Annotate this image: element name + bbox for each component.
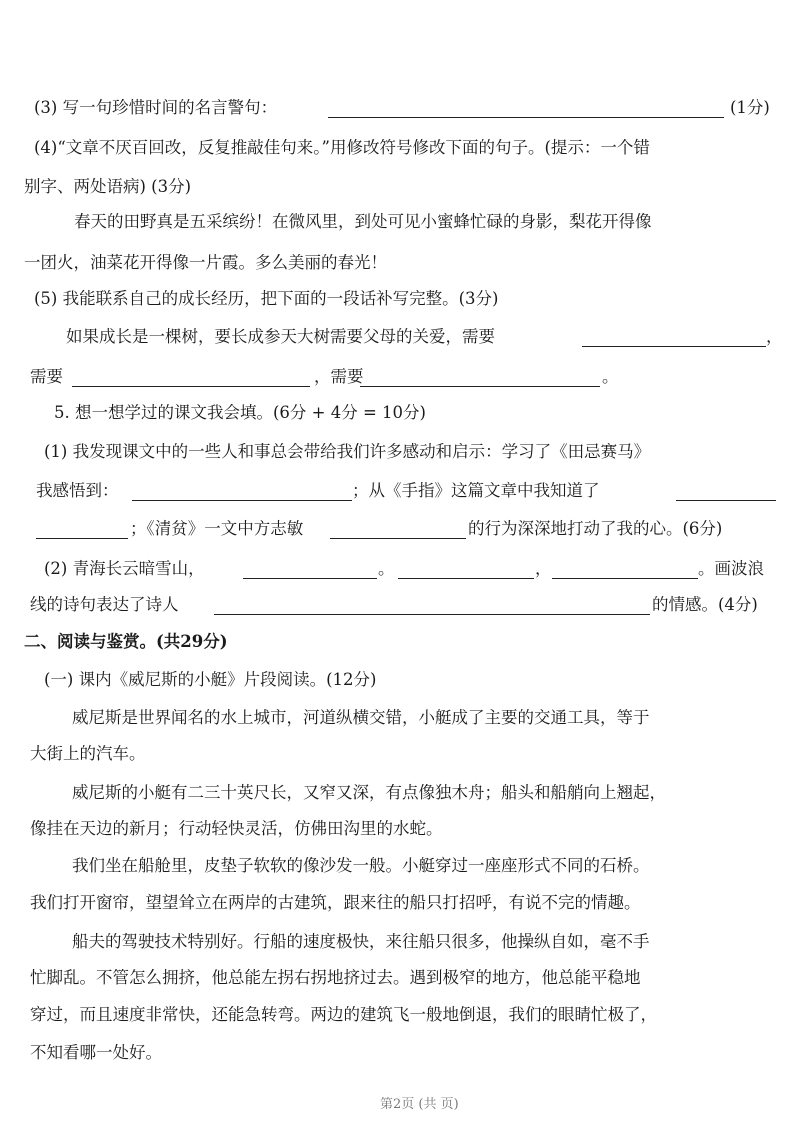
q3-score: (1分) (730, 98, 770, 117)
reading-line-6: 我们打开窗帘，望望耸立在两岸的古建筑，跟来往的船只打招呼，有说不完的情趣。 (30, 893, 641, 912)
s5-p1-line1: (1) 我发现课文中的一些人和事总会带给我们许多感动和启示：学习了《田忌赛马》 (44, 442, 651, 461)
reading-line-9: 穿过，而且速度非常快，还能急转弯。两边的建筑飞一般地倒退，我们的眼睛忙极了， (30, 1005, 657, 1024)
s5-emotion-blank[interactable] (214, 613, 650, 615)
q4-line2: 别字、两处语病) (3分) (24, 177, 192, 196)
q4-passage-line2: 一团火，油菜花开得像一片霞。多么美丽的春光！ (24, 253, 387, 272)
s5-poem-blank-1[interactable] (243, 577, 377, 579)
s5-blank-shouzhi-1[interactable] (676, 499, 776, 501)
s5-p2-line1a: (2) 青海长云暗雪山， (44, 559, 205, 578)
reading-line-7: 船夫的驾驶技术特别好。行船的速度极快，来往船只很多，他操纵自如，毫不手 (72, 932, 650, 951)
s5-p2-line2a: 线的诗句表达了诗人 (30, 595, 179, 614)
q3-text: (3) 写一句珍惜时间的名言警句： (34, 98, 278, 117)
s5-poem-blank-2[interactable] (398, 577, 534, 579)
q5-blank-1[interactable] (582, 345, 766, 347)
s5-p1-line2b: ；从《手指》这篇文章中我知道了 (352, 481, 600, 500)
page-footer: 第2页 (共 页) (380, 1097, 459, 1112)
s5-p1-line2a: 我感悟到： (36, 481, 119, 500)
s5-blank-shouzhi-2[interactable] (36, 537, 128, 539)
s5-p1-line3b: 的行为深深地打动了我的心。(6分) (468, 519, 723, 538)
q5-blank-3[interactable] (360, 385, 600, 387)
q5-blank-2[interactable] (72, 385, 310, 387)
part2-subtitle: (一) 课内《威尼斯的小艇》片段阅读。(12分) (44, 670, 377, 689)
q5-text: (5) 我能联系自己的成长经历，把下面的一段话补写完整。(3分) (34, 289, 499, 308)
part2-title: 二、阅读与鉴赏。(共29分) (24, 632, 228, 651)
s5-p2-line1b: 。 (378, 559, 395, 578)
reading-line-8: 忙脚乱。不管怎么拥挤，他总能左拐右拐地挤过去。遇到极窄的地方，他总能平稳地 (30, 968, 641, 987)
s5-p2-line2b: 的情感。(4分) (652, 595, 758, 614)
s5-blank-qingpin[interactable] (330, 537, 466, 539)
q5-need-1: 需要 (30, 367, 63, 386)
reading-line-1: 威尼斯是世界闻名的水上城市，河道纵横交错，小艇成了主要的交通工具，等于 (72, 708, 650, 727)
section5-title: 5. 想一想学过的课文我会填。(6分 + 4分 = 10分) (54, 403, 426, 422)
q4-passage-line1: 春天的田野真是五采缤纷！在微风里，到处可见小蜜蜂忙碌的身影，梨花开得像 (74, 212, 652, 231)
s5-poem-blank-3[interactable] (552, 577, 698, 579)
q5-need-2: ，需要 (314, 367, 364, 386)
reading-line-5: 我们坐在船舱里，皮垫子软软的像沙发一般。小艇穿过一座座形式不同的石桥。 (72, 856, 650, 875)
reading-line-2: 大街上的汽车。 (30, 744, 146, 763)
q5-line1: 如果成长是一棵树，要长成参天大树需要父母的关爱，需要 (66, 327, 495, 346)
q4-line1: (4)“文章不厌百回改，反复推敲佳句来。”用修改符号修改下面的句子。(提示：一个错 (34, 138, 650, 157)
reading-line-10: 不知看哪一处好。 (30, 1043, 162, 1062)
q5-end: 。 (602, 367, 619, 386)
q5-comma: ， (766, 327, 783, 346)
s5-p2-line1d: 。画波浪 (698, 559, 764, 578)
q3-answer-blank[interactable] (328, 116, 724, 118)
q3-row (34, 100, 277, 117)
s5-p1-line3a: ；《清贫》一文中方志敏 (130, 519, 304, 538)
s5-p2-line1c: ， (535, 559, 552, 578)
s5-blank-tianji[interactable] (132, 499, 352, 501)
reading-line-3: 威尼斯的小艇有二三十英尺长，又窄又深，有点像独木舟；船头和船艄向上翘起， (72, 783, 666, 802)
reading-line-4: 像挂在天边的新月；行动轻快灵活，仿佛田沟里的水蛇。 (30, 819, 443, 838)
